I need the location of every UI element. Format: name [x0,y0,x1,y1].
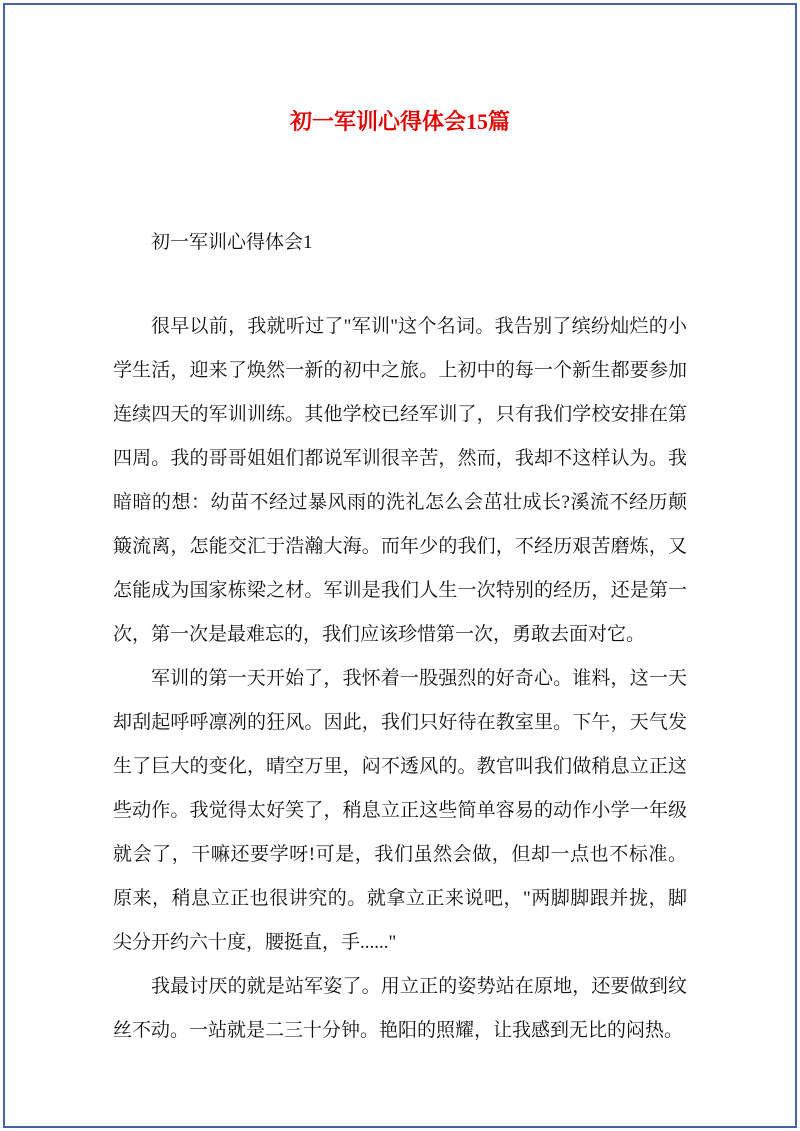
body-paragraph: 很早以前，我就听过了"军训"这个名词。我告别了缤纷灿烂的小学生活，迎来了焕然一新的初中之旅。上初中的每一个新生都要参加连续四天的军训训练。其他学校已经军训了，只有我们学校安排在第四周。我的哥哥姐姐们都说军训很辛苦，然而，我却不这样认为。我暗暗的想：幼苗不经过暴风雨的洗礼怎么会茁壮成长?溪流不经历颠簸流离，怎能交汇于浩瀚大海。而年少的我们，不经历艰苦磨炼，又怎能成为国家栋梁之材。军训是我们人生一次特别的经历，还是第一次，第一次是最难忘的，我们应该珍惜第一次，勇敢去面对它。 [113,316,687,645]
document-title: 初一军训心得体会15篇 [289,109,510,134]
section-heading: 初一军训心得体会1 [151,232,313,253]
body-paragraph: 军训的第一天开始了，我怀着一股强烈的好奇心。谁料，这一天却刮起呼呼凛冽的狂风。因此，我们只好待在教室里。下午，天气发生了巨大的变化，晴空万里，闷不透风的。教官叫我们做稍息立正这些动作。我觉得太好笑了，稍息立正这些简单容易的动作小学一年级就会了，干嘛还要学呀!可是，我们虽然会做，但却一点也不标准。原来，稍息立正也很讲究的。就拿立正来说吧，"两脚脚跟并拢，脚尖分开约六十度，腰挺直，手......" [113,668,687,953]
body-paragraph: 我最讨厌的就是站军姿了。用立正的姿势站在原地，还要做到纹丝不动。一站就是二三十分钟。艳阳的照耀，让我感到无比的闷热。 [113,976,687,1041]
document-page [3,3,797,1128]
